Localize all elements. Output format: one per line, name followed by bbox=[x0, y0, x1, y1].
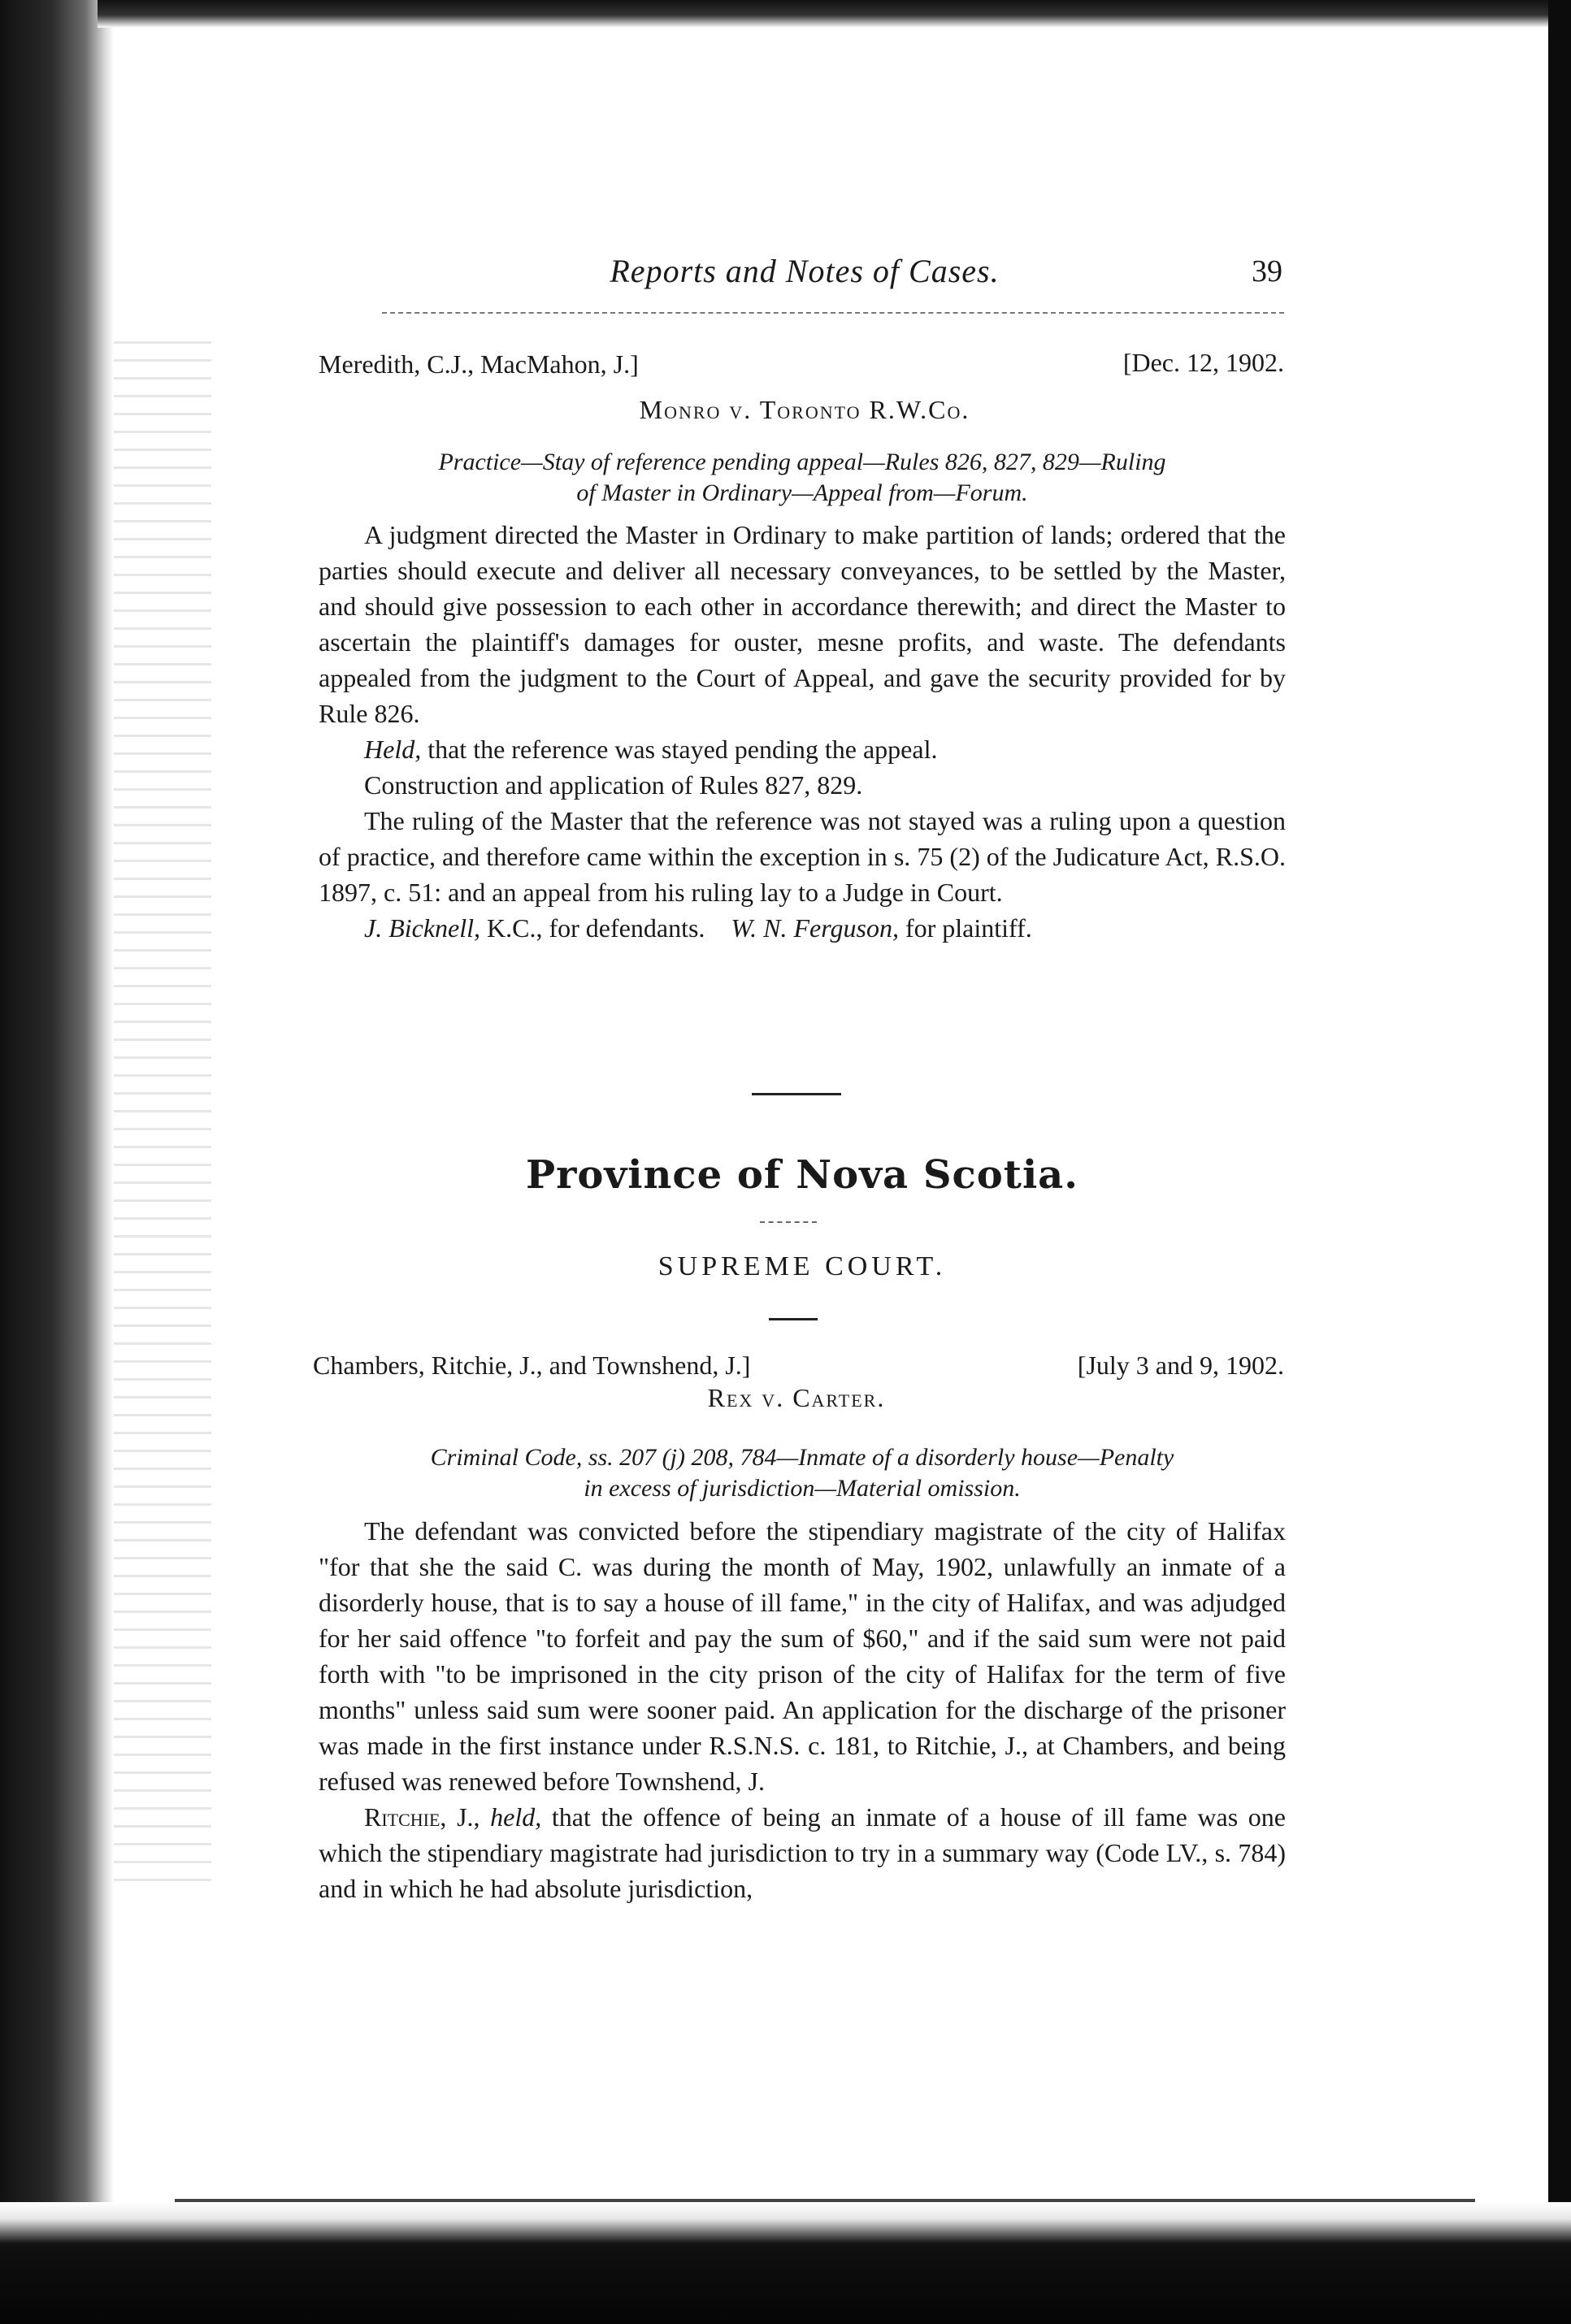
case2-headnote bbox=[319, 1442, 1286, 1504]
court-divider bbox=[769, 1318, 818, 1320]
case2-judges: Chambers, Ritchie, J., and Townshend, J.] bbox=[313, 1351, 751, 1380]
case1-paragraph-1: A judgment directed the Master in Ordinary to make partition of lands; ordered that the parties should execute and deliver all necessary conveyances, to be settled by the Master, and should give possession to each other in accordance therewith; and direct the Master to ascertain the plaintiff's damages for ouster, mesne profits, and waste. The defendants appealed from the judgment to the Court of Appeal, and gave the security provided for by Rule 826. bbox=[319, 520, 1286, 728]
case1-counsel bbox=[319, 910, 1286, 946]
case1-headnote-line2: of Master in Ordinary—Appeal from—Forum. bbox=[576, 479, 1028, 506]
counsel-plaintiff-role: for plaintiff. bbox=[898, 913, 1032, 943]
held-label-2: held, bbox=[490, 1802, 542, 1832]
case1-judges: Meredith, C.J., MacMahon, J.] bbox=[319, 349, 639, 379]
case1-paragraph-4: The ruling of the Master that the reference was not stayed was a ruling upon a question of practice, and therefore came within the exception in s. 75 (2) of the Judicature Act, R.S.O. 1897, c. 51: and an appeal from his ruling lay to a Judge in Court. bbox=[319, 806, 1286, 907]
case2-headnote-line2: in excess of jurisdiction—Material omission. bbox=[584, 1475, 1021, 1502]
province-underline bbox=[760, 1221, 817, 1223]
court-heading: SUPREME COURT. bbox=[657, 1251, 947, 1281]
case1-date: [Dec. 12, 1902. bbox=[1122, 348, 1284, 377]
section-divider bbox=[752, 1093, 841, 1095]
case1-headnote-line1: Practice—Stay of reference pending appeal—Rules 826, 827, 829—Ruling bbox=[438, 449, 1166, 475]
case2-date: [July 3 and 9, 1902. bbox=[1077, 1351, 1284, 1380]
running-title: Reports and Notes of Cases. bbox=[610, 253, 1000, 289]
held-label: Held, bbox=[364, 735, 422, 764]
case2-headnote-line1: Criminal Code, ss. 207 (j) 208, 784—Inmate of a disorderly house—Penalty bbox=[430, 1444, 1174, 1471]
case1-held bbox=[319, 731, 1286, 767]
case1-headnote bbox=[319, 447, 1286, 509]
counsel-defendants-name: J. Bicknell, bbox=[364, 913, 481, 943]
case1-title: Monro v. Toronto R.W.Co. bbox=[639, 395, 970, 424]
case2-title: Rex v. Carter. bbox=[707, 1383, 886, 1412]
case2-paragraph-1: The defendant was convicted before the stipendiary magistrate of the city of Halifax "for that she the said C. was during the month of May, 1902, unlawfully an inmate of a disorderly house, that is to say a house of ill fame," in the city of Halifax, and was adjudged for her said offence "to forfeit and pay the sum of $60," and if the said sum were not paid forth with "to be imprisoned in the city prison of the city of Halifax for the term of five months" unless said sum were sooner paid. An application for the discharge of the prisoner was made in the first instance under R.S.N.S. c. 181, to Ritchie, J., at Chambers, and being refused was renewed before Townshend, J. bbox=[319, 1516, 1286, 1796]
held-text: that the reference was stayed pending the appeal. bbox=[421, 735, 938, 764]
held-text-2: that the offence of being an inmate of a house of ill fame was one which the stipendiary magistrate had jurisdiction to try in a summary way (Code LV., s. 784) and in which he had absolute jurisdiction, bbox=[319, 1802, 1287, 1903]
case1-body bbox=[319, 517, 1286, 946]
page-number: 39 bbox=[1252, 254, 1282, 288]
case2-body bbox=[319, 1513, 1286, 1906]
counsel-plaintiff-name: W. N. Ferguson, bbox=[731, 913, 899, 943]
counsel-defendants-role: K.C., for defendants. bbox=[480, 913, 705, 943]
case2-paragraph-2 bbox=[319, 1799, 1286, 1906]
header-rule bbox=[382, 312, 1284, 314]
province-heading: Province of Nova Scotia. bbox=[526, 1152, 1078, 1198]
judge-name: Ritchie, J., bbox=[364, 1802, 480, 1832]
case1-paragraph-3: Construction and application of Rules 827, 829. bbox=[364, 770, 863, 800]
